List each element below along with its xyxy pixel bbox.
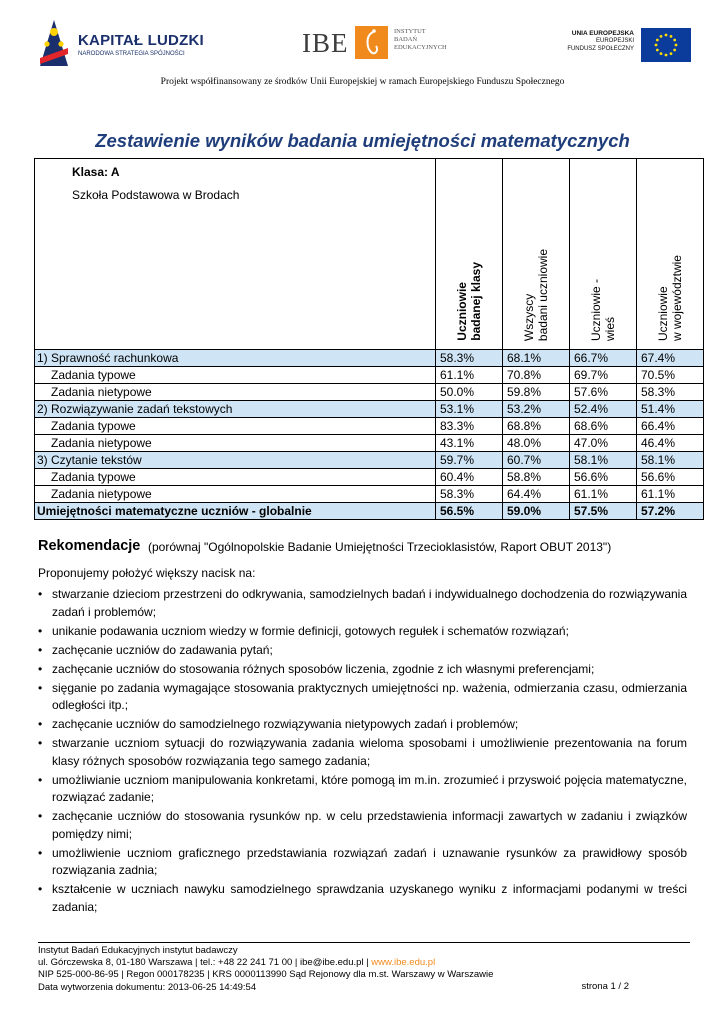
class-label: Klasa: A	[72, 165, 120, 179]
eu-flag-icon	[641, 28, 691, 62]
cell-value: 48.0%	[503, 435, 570, 452]
eu-star-icon	[656, 49, 659, 52]
eu-star-icon	[675, 44, 678, 47]
cell-value: 46.4%	[637, 435, 704, 452]
recommendations-title: Rekomendacje	[38, 538, 141, 554]
cell-value: 68.8%	[503, 418, 570, 435]
row-label: Zadania typowe	[35, 418, 436, 435]
cell-value: 83.3%	[436, 418, 503, 435]
cell-value: 58.3%	[436, 486, 503, 503]
row-label: Zadania nietypowe	[35, 435, 436, 452]
ibe-logo	[302, 26, 472, 64]
kapital-ludzki-title: KAPITAŁ LUDZKI	[78, 32, 204, 49]
kapital-ludzki-subtitle: NARODOWA STRATEGIA SPÓJNOŚCI	[78, 51, 185, 57]
list-item: • unikanie podawania uczniom wiedzy w formie definicji, gotowych regułek i schematów rozwiązań;	[38, 623, 687, 641]
list-item: • sięganie po zadania wymagające stosowania praktycznych umiejętności np. ważenia, odmierzania czasu, odmierzania odległości itp.;	[38, 680, 687, 715]
kapital-ludzki-emblem-icon	[38, 18, 72, 68]
cell-value: 60.4%	[436, 469, 503, 486]
cell-value: 70.8%	[503, 367, 570, 384]
class-info-cell	[35, 159, 436, 350]
eu-star-icon	[665, 34, 668, 37]
column-header-label: Uczniowie w województwie	[656, 254, 684, 341]
list-item: • zachęcanie uczniów do samodzielnego rozwiązywania nietypowych zadań i problemów;	[38, 716, 687, 734]
recommendations-intro: Proponujemy położyć większy nacisk na:	[38, 566, 256, 580]
footer-institute: Instytut Badań Edukacyjnych instytut badawczy	[38, 945, 238, 956]
row-label: Zadania nietypowe	[35, 486, 436, 503]
cell-value: 43.1%	[436, 435, 503, 452]
row-label: 1) Sprawność rachunkowa	[35, 350, 436, 367]
row-label: 2) Rozwiązywanie zadań tekstowych	[35, 401, 436, 418]
cell-value: 57.6%	[570, 384, 637, 401]
ibe-mark-icon	[355, 26, 388, 59]
list-item: • kształcenie w uczniach nawyku samodzielnego sprawdzania uzyskanego wyniku z informacjami podanymi w treści zadania;	[38, 881, 687, 916]
row-label: Zadania typowe	[35, 367, 436, 384]
eu-star-icon	[656, 39, 659, 42]
column-header-village	[570, 159, 637, 350]
list-item: • stwarzanie uczniom sytuacji do rozwiązywania zadania wieloma sposobami i umożliwienie prezentowania na forum klasy różnych sposobów rozwiązania tego samego zadania;	[38, 735, 687, 770]
column-header-all	[503, 159, 570, 350]
table-row	[35, 401, 704, 418]
cell-value: 67.4%	[637, 350, 704, 367]
footer-divider	[38, 942, 690, 943]
row-label: Zadania typowe	[35, 469, 436, 486]
cell-value: 47.0%	[570, 435, 637, 452]
eu-star-icon	[670, 35, 673, 38]
row-label: 3) Czytanie tekstów	[35, 452, 436, 469]
eu-star-icon	[660, 52, 663, 55]
recommendations-note: (porównaj "Ogólnopolskie Badanie Umiejętności Trzecioklasistów, Raport OBUT 2013")	[148, 540, 612, 554]
website-link[interactable]: www.ibe.edu.pl	[371, 957, 436, 969]
eu-star-icon	[670, 52, 673, 55]
table-header-row	[35, 159, 704, 350]
row-label: Zadania nietypowe	[35, 384, 436, 401]
cell-value: 61.1%	[436, 367, 503, 384]
eu-star-icon	[660, 35, 663, 38]
table-row	[35, 452, 704, 469]
cell-value: 69.7%	[570, 367, 637, 384]
footer-registry: NIP 525-000-86-95 | Regon 000178235 | KRS 0000113990 Sąd Rejonowy dla m.st. Warszawy w Warszawie	[38, 969, 494, 981]
results-table	[34, 158, 704, 520]
column-header-label: Uczniowie - wieś	[589, 278, 617, 341]
table-row	[35, 486, 704, 503]
table-row	[35, 367, 704, 384]
column-header-label: Wszyscy badani uczniowie	[522, 248, 550, 341]
row-label: Umiejętności matematyczne uczniów - globalnie	[35, 503, 436, 520]
cell-value: 64.4%	[503, 486, 570, 503]
column-header-label: Uczniowie badanej klasy	[455, 262, 483, 341]
eu-fund-line2: FUNDUSZ SPOŁECZNY	[567, 46, 634, 52]
cell-value: 58.1%	[637, 452, 704, 469]
cell-value: 59.8%	[503, 384, 570, 401]
table-row	[35, 435, 704, 452]
cell-value: 58.3%	[637, 384, 704, 401]
cofinance-note: Projekt współfinansowany ze środków Unii Europejskiej w ramach Europejskiego Funduszu Społecznego	[160, 77, 565, 87]
list-item: • umożliwienie uczniom graficznego przedstawiania rozwiązań zadań i uznawanie rysunków za prawidłowy sposób rozwiązania zadnia;	[38, 845, 687, 880]
table-row	[35, 350, 704, 367]
cell-value: 51.4%	[637, 401, 704, 418]
cell-value: 56.6%	[637, 469, 704, 486]
cell-value: 60.7%	[503, 452, 570, 469]
cell-value: 53.1%	[436, 401, 503, 418]
cell-value: 53.2%	[503, 401, 570, 418]
column-header-voivodeship	[637, 159, 704, 350]
list-item: • stwarzanie dzieciom przestrzeni do odkrywania, samodzielnych badań i indywidualnego dochodzenia do rozwiązywania zadań i problemów;	[38, 586, 687, 621]
page-title: Zestawienie wyników badania umiejętności matematycznych	[95, 130, 630, 151]
cell-value: 59.0%	[503, 503, 570, 520]
column-header-class	[436, 159, 503, 350]
cell-value: 59.7%	[436, 452, 503, 469]
eu-star-icon	[673, 39, 676, 42]
list-item: • zachęcanie uczniów do stosowania rysunków np. w celu przedstawienia informacji zawartych w zadaniu i związków pomiędzy nimi;	[38, 808, 687, 843]
footer-contact	[38, 957, 690, 969]
table-row-total	[35, 503, 704, 520]
cell-value: 58.8%	[503, 469, 570, 486]
ibe-name: IBE	[302, 28, 349, 58]
cell-value: 57.2%	[637, 503, 704, 520]
list-item: • zachęcanie uczniów do zadawania pytań;	[38, 642, 687, 660]
recommendations-list	[38, 586, 687, 918]
eu-logo	[567, 28, 691, 64]
ibe-institute-name: INSTYTUT BADAŃ EDUKACYJNYCH	[394, 28, 447, 51]
cell-value: 50.0%	[436, 384, 503, 401]
eu-star-icon	[655, 44, 658, 47]
table-row	[35, 469, 704, 486]
table-row	[35, 418, 704, 435]
cell-value: 56.5%	[436, 503, 503, 520]
eu-star-icon	[673, 49, 676, 52]
cell-value: 70.5%	[637, 367, 704, 384]
cell-value: 58.1%	[570, 452, 637, 469]
cell-value: 57.5%	[570, 503, 637, 520]
cell-value: 52.4%	[570, 401, 637, 418]
cell-value: 61.1%	[570, 486, 637, 503]
footer-created-date: Data wytworzenia dokumentu: 2013-06-25 14:49:54	[38, 981, 257, 993]
table-row	[35, 384, 704, 401]
school-name: Szkoła Podstawowa w Brodach	[72, 188, 240, 202]
list-item: • umożliwianie uczniom manipulowania konkretami, które pomogą im m.in. zrozumieć i przyswoić pojęcia matematyczne, rozwiązać zadanie;	[38, 772, 687, 807]
cell-value: 61.1%	[637, 486, 704, 503]
kapital-ludzki-logo	[38, 18, 208, 70]
cell-value: 68.6%	[570, 418, 637, 435]
cell-value: 56.6%	[570, 469, 637, 486]
cell-value: 58.3%	[436, 350, 503, 367]
eu-label: UNIA EUROPEJSKA	[571, 30, 634, 37]
page-number: strona 1 / 2	[581, 981, 629, 992]
footer-address: ul. Górczewska 8, 01-180 Warszawa | tel.: +48 22 241 71 00 | ibe@ibe.edu.pl |	[38, 957, 372, 969]
eu-fund-line1: EUROPEJSKI	[595, 38, 634, 44]
list-item: • zachęcanie uczniów do stosowania różnych sposobów liczenia, zgodnie z ich własnymi preferencjami;	[38, 661, 687, 679]
eu-star-icon	[665, 54, 668, 57]
cell-value: 66.4%	[637, 418, 704, 435]
cell-value: 68.1%	[503, 350, 570, 367]
cell-value: 66.7%	[570, 350, 637, 367]
